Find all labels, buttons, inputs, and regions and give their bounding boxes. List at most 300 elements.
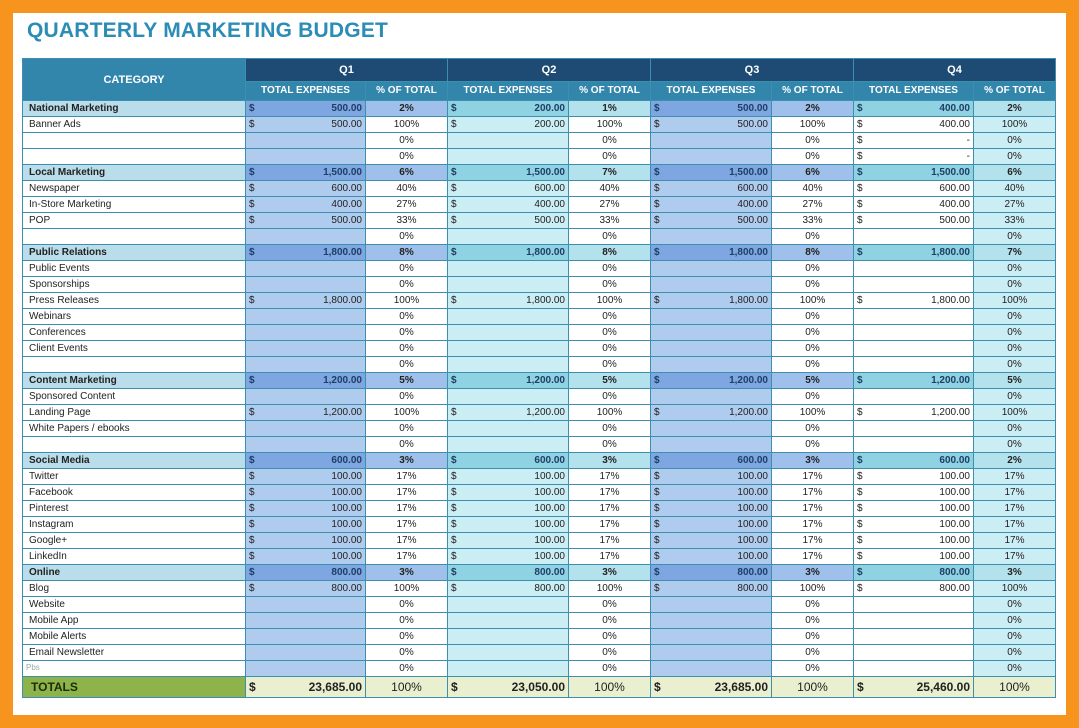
expense-cell-q3[interactable] [651, 117, 772, 133]
expense-cell-q1[interactable] [246, 261, 366, 277]
pct-cell-q4[interactable]: 0% [974, 629, 1056, 645]
category-cell[interactable]: Banner Ads [23, 117, 246, 133]
category-cell[interactable]: Public Events [23, 261, 246, 277]
expense-cell-q3[interactable] [651, 261, 772, 277]
pct-cell-q1[interactable]: 8% [366, 245, 448, 261]
pct-cell-q2[interactable]: 100% [569, 405, 651, 421]
expense-cell-q2[interactable] [448, 197, 569, 213]
pct-cell-q1[interactable]: 0% [366, 629, 448, 645]
expense-cell-q3[interactable] [651, 629, 772, 645]
pct-cell-q4[interactable]: 17% [974, 485, 1056, 501]
pct-cell-q1[interactable]: 0% [366, 309, 448, 325]
quarter-header-q4[interactable]: Q4 [854, 59, 1056, 82]
pct-cell-q4[interactable]: 100% [974, 117, 1056, 133]
expense-cell-q3[interactable] [651, 613, 772, 629]
expense-cell-q2[interactable] [448, 565, 569, 581]
category-cell[interactable] [23, 229, 246, 245]
category-cell[interactable]: In-Store Marketing [23, 197, 246, 213]
expense-cell-q3[interactable] [651, 325, 772, 341]
expense-cell-q3[interactable] [651, 389, 772, 405]
expense-cell-q3[interactable] [651, 565, 772, 581]
expense-cell-q1[interactable] [246, 197, 366, 213]
expense-cell-q3[interactable] [651, 453, 772, 469]
category-cell[interactable]: Webinars [23, 309, 246, 325]
total-q1[interactable] [246, 677, 366, 698]
pct-cell-q4[interactable]: 0% [974, 309, 1056, 325]
expense-cell-q2[interactable] [448, 405, 569, 421]
expense-cell-q2[interactable] [448, 277, 569, 293]
expense-cell-q4[interactable] [854, 437, 974, 453]
pct-of-total-header[interactable]: % OF TOTAL [366, 82, 448, 101]
pct-cell-q3[interactable]: 17% [772, 485, 854, 501]
expense-cell-q2[interactable] [448, 629, 569, 645]
expense-cell-q2[interactable] [448, 581, 569, 597]
expense-cell-q4[interactable] [854, 373, 974, 389]
pct-cell-q3[interactable]: 17% [772, 501, 854, 517]
pct-cell-q3[interactable]: 0% [772, 421, 854, 437]
pct-cell-q2[interactable]: 0% [569, 437, 651, 453]
expense-cell-q1[interactable] [246, 389, 366, 405]
total-pct-q3[interactable]: 100% [772, 677, 854, 698]
expense-cell-q2[interactable] [448, 645, 569, 661]
pct-cell-q4[interactable]: 17% [974, 469, 1056, 485]
pct-cell-q1[interactable]: 17% [366, 501, 448, 517]
pct-cell-q4[interactable]: 33% [974, 213, 1056, 229]
expense-cell-q2[interactable] [448, 453, 569, 469]
expense-cell-q1[interactable] [246, 661, 366, 677]
expense-cell-q2[interactable] [448, 149, 569, 165]
expense-cell-q4[interactable] [854, 469, 974, 485]
expense-cell-q1[interactable] [246, 645, 366, 661]
pct-cell-q1[interactable]: 0% [366, 133, 448, 149]
expense-cell-q4[interactable] [854, 645, 974, 661]
pct-cell-q2[interactable]: 0% [569, 389, 651, 405]
category-cell[interactable]: Blog [23, 581, 246, 597]
expense-cell-q1[interactable] [246, 101, 366, 117]
expense-cell-q1[interactable] [246, 565, 366, 581]
expense-cell-q2[interactable] [448, 133, 569, 149]
pct-cell-q4[interactable]: 27% [974, 197, 1056, 213]
total-pct-q2[interactable]: 100% [569, 677, 651, 698]
expense-cell-q4[interactable] [854, 229, 974, 245]
expense-cell-q2[interactable] [448, 501, 569, 517]
pct-cell-q2[interactable]: 8% [569, 245, 651, 261]
pct-cell-q3[interactable]: 0% [772, 389, 854, 405]
expense-cell-q1[interactable] [246, 133, 366, 149]
pct-cell-q4[interactable]: 0% [974, 325, 1056, 341]
expense-cell-q2[interactable] [448, 389, 569, 405]
expense-cell-q1[interactable] [246, 549, 366, 565]
category-cell[interactable]: LinkedIn [23, 549, 246, 565]
pct-cell-q2[interactable]: 0% [569, 421, 651, 437]
expense-cell-q4[interactable] [854, 357, 974, 373]
expense-cell-q2[interactable] [448, 165, 569, 181]
pct-cell-q1[interactable]: 0% [366, 341, 448, 357]
pct-cell-q3[interactable]: 17% [772, 469, 854, 485]
pct-cell-q4[interactable]: 0% [974, 437, 1056, 453]
expense-cell-q1[interactable] [246, 501, 366, 517]
expense-cell-q3[interactable] [651, 421, 772, 437]
expense-cell-q4[interactable] [854, 213, 974, 229]
pct-cell-q1[interactable]: 17% [366, 485, 448, 501]
expense-cell-q2[interactable] [448, 485, 569, 501]
pct-cell-q3[interactable]: 0% [772, 629, 854, 645]
expense-cell-q2[interactable] [448, 549, 569, 565]
pct-cell-q2[interactable]: 0% [569, 261, 651, 277]
expense-cell-q1[interactable] [246, 581, 366, 597]
expense-cell-q2[interactable] [448, 357, 569, 373]
expense-cell-q3[interactable] [651, 197, 772, 213]
expense-cell-q4[interactable] [854, 565, 974, 581]
expense-cell-q4[interactable] [854, 325, 974, 341]
pct-cell-q1[interactable]: 40% [366, 181, 448, 197]
pct-cell-q4[interactable]: 0% [974, 277, 1056, 293]
category-cell[interactable]: White Papers / ebooks [23, 421, 246, 437]
pct-cell-q3[interactable]: 8% [772, 245, 854, 261]
expense-cell-q1[interactable] [246, 453, 366, 469]
expense-cell-q3[interactable] [651, 469, 772, 485]
pct-cell-q3[interactable]: 27% [772, 197, 854, 213]
pct-cell-q4[interactable]: 17% [974, 517, 1056, 533]
pct-cell-q4[interactable]: 0% [974, 229, 1056, 245]
category-cell[interactable]: Public Relations [23, 245, 246, 261]
pct-cell-q1[interactable]: 100% [366, 293, 448, 309]
pct-cell-q2[interactable]: 3% [569, 565, 651, 581]
pct-cell-q1[interactable]: 33% [366, 213, 448, 229]
expense-cell-q3[interactable] [651, 341, 772, 357]
expense-cell-q4[interactable] [854, 581, 974, 597]
pct-cell-q3[interactable]: 0% [772, 357, 854, 373]
total-q3[interactable] [651, 677, 772, 698]
expense-cell-q2[interactable] [448, 325, 569, 341]
expense-cell-q1[interactable] [246, 293, 366, 309]
expense-cell-q4[interactable] [854, 293, 974, 309]
expense-cell-q4[interactable] [854, 405, 974, 421]
category-cell[interactable]: Local Marketing [23, 165, 246, 181]
pct-cell-q4[interactable]: 17% [974, 533, 1056, 549]
expense-cell-q2[interactable] [448, 293, 569, 309]
expense-cell-q4[interactable] [854, 597, 974, 613]
pct-cell-q2[interactable]: 17% [569, 469, 651, 485]
expense-cell-q4[interactable] [854, 485, 974, 501]
expense-cell-q3[interactable] [651, 213, 772, 229]
pct-cell-q2[interactable]: 0% [569, 309, 651, 325]
expense-cell-q3[interactable] [651, 277, 772, 293]
category-cell[interactable]: National Marketing [23, 101, 246, 117]
category-cell[interactable]: Online [23, 565, 246, 581]
expense-cell-q1[interactable] [246, 533, 366, 549]
total-expenses-header[interactable]: TOTAL EXPENSES [448, 82, 569, 101]
category-cell[interactable]: Instagram [23, 517, 246, 533]
expense-cell-q3[interactable] [651, 149, 772, 165]
expense-cell-q1[interactable] [246, 469, 366, 485]
expense-cell-q3[interactable] [651, 405, 772, 421]
category-cell[interactable] [23, 149, 246, 165]
expense-cell-q3[interactable] [651, 181, 772, 197]
pct-cell-q2[interactable]: 33% [569, 213, 651, 229]
pct-cell-q4[interactable]: 0% [974, 613, 1056, 629]
category-cell[interactable]: Press Releases [23, 293, 246, 309]
pct-cell-q2[interactable]: 17% [569, 549, 651, 565]
category-cell[interactable]: Landing Page [23, 405, 246, 421]
category-cell[interactable]: Conferences [23, 325, 246, 341]
expense-cell-q3[interactable] [651, 501, 772, 517]
pct-of-total-header[interactable]: % OF TOTAL [974, 82, 1056, 101]
pct-cell-q1[interactable]: 6% [366, 165, 448, 181]
pct-cell-q3[interactable]: 17% [772, 533, 854, 549]
pct-cell-q2[interactable]: 27% [569, 197, 651, 213]
pct-cell-q4[interactable]: 0% [974, 389, 1056, 405]
pct-cell-q1[interactable]: 0% [366, 325, 448, 341]
pct-of-total-header[interactable]: % OF TOTAL [772, 82, 854, 101]
category-cell[interactable]: Sponsored Content [23, 389, 246, 405]
pct-cell-q4[interactable]: 0% [974, 597, 1056, 613]
expense-cell-q4[interactable] [854, 421, 974, 437]
expense-cell-q3[interactable] [651, 437, 772, 453]
expense-cell-q3[interactable] [651, 645, 772, 661]
expense-cell-q2[interactable] [448, 341, 569, 357]
expense-cell-q3[interactable] [651, 245, 772, 261]
expense-cell-q3[interactable] [651, 293, 772, 309]
expense-cell-q2[interactable] [448, 245, 569, 261]
pct-cell-q1[interactable]: 3% [366, 453, 448, 469]
quarter-header-q1[interactable]: Q1 [246, 59, 448, 82]
pct-cell-q2[interactable]: 40% [569, 181, 651, 197]
category-cell[interactable]: Social Media [23, 453, 246, 469]
total-pct-q4[interactable]: 100% [974, 677, 1056, 698]
expense-cell-q4[interactable] [854, 389, 974, 405]
pct-cell-q2[interactable]: 3% [569, 453, 651, 469]
expense-cell-q2[interactable] [448, 533, 569, 549]
quarter-header-q2[interactable]: Q2 [448, 59, 651, 82]
expense-cell-q2[interactable] [448, 613, 569, 629]
category-cell[interactable]: Mobile Alerts [23, 629, 246, 645]
pct-cell-q3[interactable]: 17% [772, 517, 854, 533]
pct-cell-q1[interactable]: 0% [366, 261, 448, 277]
pct-cell-q1[interactable]: 0% [366, 421, 448, 437]
pct-cell-q4[interactable]: 17% [974, 549, 1056, 565]
expense-cell-q3[interactable] [651, 229, 772, 245]
pct-cell-q1[interactable]: 0% [366, 661, 448, 677]
expense-cell-q1[interactable] [246, 245, 366, 261]
pct-cell-q3[interactable]: 0% [772, 437, 854, 453]
total-expenses-header[interactable]: TOTAL EXPENSES [651, 82, 772, 101]
pct-cell-q1[interactable]: 3% [366, 565, 448, 581]
expense-cell-q4[interactable] [854, 453, 974, 469]
expense-cell-q1[interactable] [246, 613, 366, 629]
expense-cell-q4[interactable] [854, 277, 974, 293]
pct-cell-q3[interactable]: 2% [772, 101, 854, 117]
expense-cell-q1[interactable] [246, 213, 366, 229]
pct-cell-q2[interactable]: 0% [569, 325, 651, 341]
pct-cell-q4[interactable]: 0% [974, 357, 1056, 373]
expense-cell-q4[interactable] [854, 517, 974, 533]
quarter-header-q3[interactable]: Q3 [651, 59, 854, 82]
pct-cell-q2[interactable]: 0% [569, 661, 651, 677]
pct-cell-q1[interactable]: 0% [366, 229, 448, 245]
expense-cell-q4[interactable] [854, 149, 974, 165]
pct-cell-q3[interactable]: 40% [772, 181, 854, 197]
category-cell[interactable]: Facebook [23, 485, 246, 501]
expense-cell-q1[interactable] [246, 309, 366, 325]
pct-cell-q3[interactable]: 17% [772, 549, 854, 565]
pct-cell-q4[interactable]: 6% [974, 165, 1056, 181]
expense-cell-q3[interactable] [651, 309, 772, 325]
pct-cell-q1[interactable]: 0% [366, 597, 448, 613]
expense-cell-q2[interactable] [448, 437, 569, 453]
category-cell[interactable]: Mobile App [23, 613, 246, 629]
pct-cell-q2[interactable]: 5% [569, 373, 651, 389]
expense-cell-q4[interactable] [854, 629, 974, 645]
pct-cell-q3[interactable]: 33% [772, 213, 854, 229]
category-cell[interactable]: POP [23, 213, 246, 229]
expense-cell-q3[interactable] [651, 357, 772, 373]
expense-cell-q2[interactable] [448, 469, 569, 485]
pct-cell-q2[interactable]: 17% [569, 533, 651, 549]
expense-cell-q2[interactable] [448, 117, 569, 133]
expense-cell-q1[interactable] [246, 485, 366, 501]
pct-cell-q4[interactable]: 100% [974, 581, 1056, 597]
expense-cell-q2[interactable] [448, 517, 569, 533]
pct-of-total-header[interactable]: % OF TOTAL [569, 82, 651, 101]
pct-cell-q2[interactable]: 0% [569, 597, 651, 613]
category-cell[interactable]: Pinterest [23, 501, 246, 517]
expense-cell-q4[interactable] [854, 613, 974, 629]
expense-cell-q3[interactable] [651, 165, 772, 181]
expense-cell-q1[interactable] [246, 597, 366, 613]
total-q4[interactable] [854, 677, 974, 698]
pct-cell-q3[interactable]: 0% [772, 309, 854, 325]
expense-cell-q3[interactable] [651, 549, 772, 565]
expense-cell-q1[interactable] [246, 165, 366, 181]
pct-cell-q2[interactable]: 1% [569, 101, 651, 117]
pct-cell-q1[interactable]: 0% [366, 389, 448, 405]
expense-cell-q2[interactable] [448, 213, 569, 229]
category-cell[interactable]: Google+ [23, 533, 246, 549]
total-pct-q1[interactable]: 100% [366, 677, 448, 698]
expense-cell-q1[interactable] [246, 629, 366, 645]
pct-cell-q4[interactable]: 0% [974, 261, 1056, 277]
pct-cell-q1[interactable]: 5% [366, 373, 448, 389]
pct-cell-q2[interactable]: 17% [569, 501, 651, 517]
category-cell[interactable] [23, 437, 246, 453]
pct-cell-q2[interactable]: 7% [569, 165, 651, 181]
expense-cell-q1[interactable] [246, 181, 366, 197]
category-cell[interactable]: Client Events [23, 341, 246, 357]
pct-cell-q3[interactable]: 0% [772, 133, 854, 149]
category-cell[interactable]: Website [23, 597, 246, 613]
expense-cell-q4[interactable] [854, 117, 974, 133]
pct-cell-q4[interactable]: 0% [974, 133, 1056, 149]
pct-cell-q4[interactable]: 2% [974, 453, 1056, 469]
pct-cell-q3[interactable]: 100% [772, 293, 854, 309]
pct-cell-q1[interactable]: 17% [366, 469, 448, 485]
expense-cell-q4[interactable] [854, 261, 974, 277]
expense-cell-q1[interactable] [246, 437, 366, 453]
expense-cell-q1[interactable] [246, 517, 366, 533]
pct-cell-q3[interactable]: 0% [772, 613, 854, 629]
expense-cell-q1[interactable] [246, 405, 366, 421]
category-cell[interactable]: Sponsorships [23, 277, 246, 293]
pct-cell-q3[interactable]: 0% [772, 261, 854, 277]
category-cell[interactable]: Content Marketing [23, 373, 246, 389]
expense-cell-q4[interactable] [854, 309, 974, 325]
pct-cell-q1[interactable]: 0% [366, 613, 448, 629]
pct-cell-q3[interactable]: 0% [772, 645, 854, 661]
pct-cell-q1[interactable]: 0% [366, 437, 448, 453]
expense-cell-q3[interactable] [651, 485, 772, 501]
pct-cell-q2[interactable]: 0% [569, 277, 651, 293]
pct-cell-q3[interactable]: 5% [772, 373, 854, 389]
expense-cell-q4[interactable] [854, 501, 974, 517]
pct-cell-q3[interactable]: 3% [772, 453, 854, 469]
expense-cell-q4[interactable] [854, 181, 974, 197]
pct-cell-q4[interactable]: 5% [974, 373, 1056, 389]
pct-cell-q4[interactable]: 0% [974, 645, 1056, 661]
pct-cell-q3[interactable]: 0% [772, 341, 854, 357]
expense-cell-q2[interactable] [448, 229, 569, 245]
expense-cell-q3[interactable] [651, 373, 772, 389]
pct-cell-q2[interactable]: 0% [569, 357, 651, 373]
pct-cell-q2[interactable]: 0% [569, 613, 651, 629]
pct-cell-q1[interactable]: 0% [366, 645, 448, 661]
expense-cell-q2[interactable] [448, 661, 569, 677]
pct-cell-q4[interactable]: 0% [974, 421, 1056, 437]
pct-cell-q3[interactable]: 0% [772, 325, 854, 341]
expense-cell-q4[interactable] [854, 533, 974, 549]
expense-cell-q4[interactable] [854, 165, 974, 181]
pct-cell-q4[interactable]: 0% [974, 149, 1056, 165]
category-cell[interactable]: Newspaper [23, 181, 246, 197]
pct-cell-q3[interactable]: 0% [772, 229, 854, 245]
pct-cell-q4[interactable]: 2% [974, 101, 1056, 117]
pct-cell-q2[interactable]: 0% [569, 341, 651, 357]
pct-cell-q1[interactable]: 17% [366, 533, 448, 549]
expense-cell-q3[interactable] [651, 661, 772, 677]
pct-cell-q3[interactable]: 0% [772, 661, 854, 677]
total-q2[interactable] [448, 677, 569, 698]
total-expenses-header[interactable]: TOTAL EXPENSES [246, 82, 366, 101]
category-header[interactable]: CATEGORY [23, 59, 246, 101]
expense-cell-q2[interactable] [448, 101, 569, 117]
expense-cell-q4[interactable] [854, 341, 974, 357]
pct-cell-q1[interactable]: 100% [366, 405, 448, 421]
category-cell[interactable]: Email Newsletter [23, 645, 246, 661]
pct-cell-q4[interactable]: 17% [974, 501, 1056, 517]
expense-cell-q2[interactable] [448, 597, 569, 613]
expense-cell-q3[interactable] [651, 597, 772, 613]
pct-cell-q3[interactable]: 100% [772, 117, 854, 133]
expense-cell-q1[interactable] [246, 421, 366, 437]
pct-cell-q4[interactable]: 0% [974, 661, 1056, 677]
pct-cell-q1[interactable]: 0% [366, 277, 448, 293]
pct-cell-q2[interactable]: 0% [569, 645, 651, 661]
pct-cell-q1[interactable]: 0% [366, 357, 448, 373]
pct-cell-q2[interactable]: 0% [569, 229, 651, 245]
expense-cell-q3[interactable] [651, 533, 772, 549]
pct-cell-q3[interactable]: 0% [772, 597, 854, 613]
pct-cell-q2[interactable]: 17% [569, 517, 651, 533]
expense-cell-q1[interactable] [246, 229, 366, 245]
expense-cell-q2[interactable] [448, 373, 569, 389]
pct-cell-q1[interactable]: 100% [366, 581, 448, 597]
totals-label[interactable]: TOTALS [23, 677, 246, 698]
pct-cell-q3[interactable]: 0% [772, 149, 854, 165]
pct-cell-q4[interactable]: 100% [974, 405, 1056, 421]
expense-cell-q1[interactable] [246, 117, 366, 133]
expense-cell-q2[interactable] [448, 309, 569, 325]
expense-cell-q1[interactable] [246, 357, 366, 373]
